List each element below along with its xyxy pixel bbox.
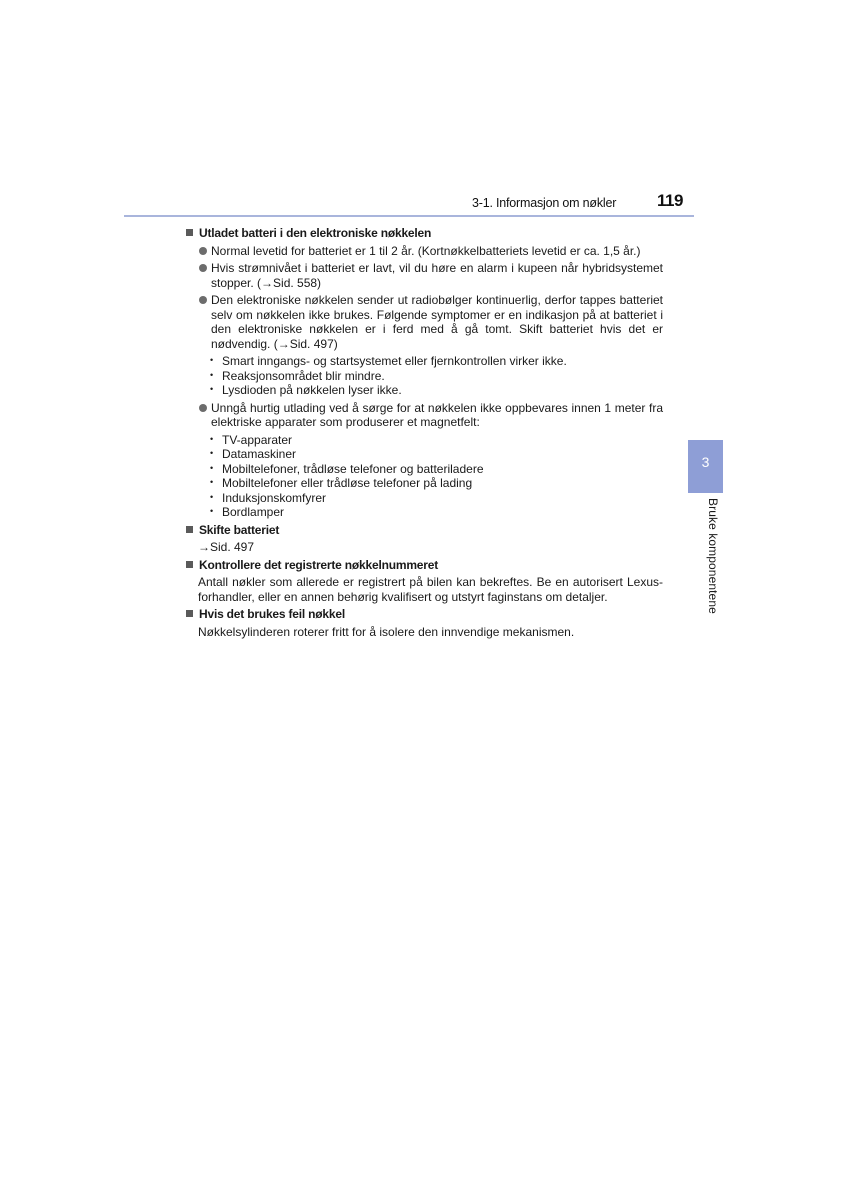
square-bullet-icon xyxy=(186,229,193,236)
sub-list xyxy=(210,354,663,398)
list-item: Den elektroniske nøkkelen sender ut radiobølger kontinuerlig, derfor tappes batteriet selv om nøkkelen ikke brukes. Følgende symptomer er en indikasjon på at batteriet i den elektroniske nøkkelen er i ferd med å gå tomt. Skift batteriet hvis det er nødvendig. (→Sid. 497) xyxy=(185,293,663,351)
sub-list-item: • Lysdioden på nøkkelen lyser ikke. xyxy=(210,383,402,397)
list-item: Hvis strømnivået i batteriet er lavt, vil du høre en alarm i kupeen når hybridsystemet stopper. (→Sid. 558) xyxy=(185,261,663,290)
sub-list-item: • TV-apparater xyxy=(210,432,293,447)
list-item: Unngå hurtig utlading ved å sørge for at nøkkelen ikke oppbevares innen 1 meter fra elektriske apparater som produserer et magnetfelt: xyxy=(185,401,663,430)
square-bullet-icon xyxy=(186,526,193,533)
section-heading: Utladet batteri i den elektroniske nøkkelen xyxy=(185,226,663,241)
page-reference: →Sid. 497 xyxy=(198,540,255,554)
sub-list-item: • Induksjonskomfyrer xyxy=(210,490,327,505)
list-item: Normal levetid for batteriet er 1 til 2 år. (Kortnøkkelbatteriets levetid er ca. 1,5 år.) xyxy=(185,244,663,259)
sub-list xyxy=(210,433,663,520)
sub-list-item: • Mobiltelefoner, trådløse telefoner og batteriladere xyxy=(210,461,484,476)
section-heading: Hvis det brukes feil nøkkel xyxy=(185,607,663,622)
section-heading: Kontrollere det registrerte nøkkelnummeret xyxy=(185,558,663,573)
dot-bullet-icon: • xyxy=(210,384,214,394)
page-number: 119 xyxy=(657,191,683,210)
dot-bullet-icon: • xyxy=(210,506,214,516)
sub-list-item: • Mobiltelefoner eller trådløse telefoner på lading xyxy=(210,476,473,490)
section-battery xyxy=(185,226,663,520)
section-key-number xyxy=(185,558,663,605)
dot-bullet-icon: • xyxy=(210,433,214,444)
paragraph: Nøkkelsylinderen roterer fritt for å isolere den innvendige mekanismen. xyxy=(198,624,575,639)
sub-list-item: • Reaksjonsområdet blir mindre. xyxy=(210,368,385,383)
chapter-title: Bruke komponentene xyxy=(706,498,720,614)
chapter-tab xyxy=(688,440,723,493)
section-wrong-key xyxy=(185,607,663,639)
square-bullet-icon xyxy=(186,561,193,568)
circle-bullet-icon xyxy=(199,404,207,412)
dot-bullet-icon: • xyxy=(210,477,214,487)
page-content xyxy=(185,226,663,642)
chapter-number: 3 xyxy=(701,454,710,470)
sub-list-item: • Bordlamper xyxy=(210,505,285,519)
section-heading: Skifte batteriet xyxy=(185,523,663,538)
section-title: 3-1. Informasjon om nøkler xyxy=(472,196,617,210)
circle-bullet-icon xyxy=(199,264,207,272)
square-bullet-icon xyxy=(186,610,193,617)
circle-bullet-icon xyxy=(199,247,207,255)
circle-bullet-icon xyxy=(199,296,207,304)
section-replace-battery xyxy=(185,523,663,555)
sub-list-item: • Smart inngangs- og startsystemet eller fjernkontrollen virker ikke. xyxy=(210,354,567,368)
dot-bullet-icon: • xyxy=(210,355,214,365)
header-divider xyxy=(124,215,694,217)
dot-bullet-icon: • xyxy=(210,369,214,380)
dot-bullet-icon: • xyxy=(210,448,214,458)
sub-list-item: • Datamaskiner xyxy=(210,447,297,461)
dot-bullet-icon: • xyxy=(210,491,214,502)
dot-bullet-icon: • xyxy=(210,462,214,473)
paragraph: Antall nøkler som allerede er registrert på bilen kan bekreftes. Be en autorisert Lexus-forhandler, eller en annen behørig kvalifisert og utstyrt faginstans om detaljer. xyxy=(198,575,663,604)
